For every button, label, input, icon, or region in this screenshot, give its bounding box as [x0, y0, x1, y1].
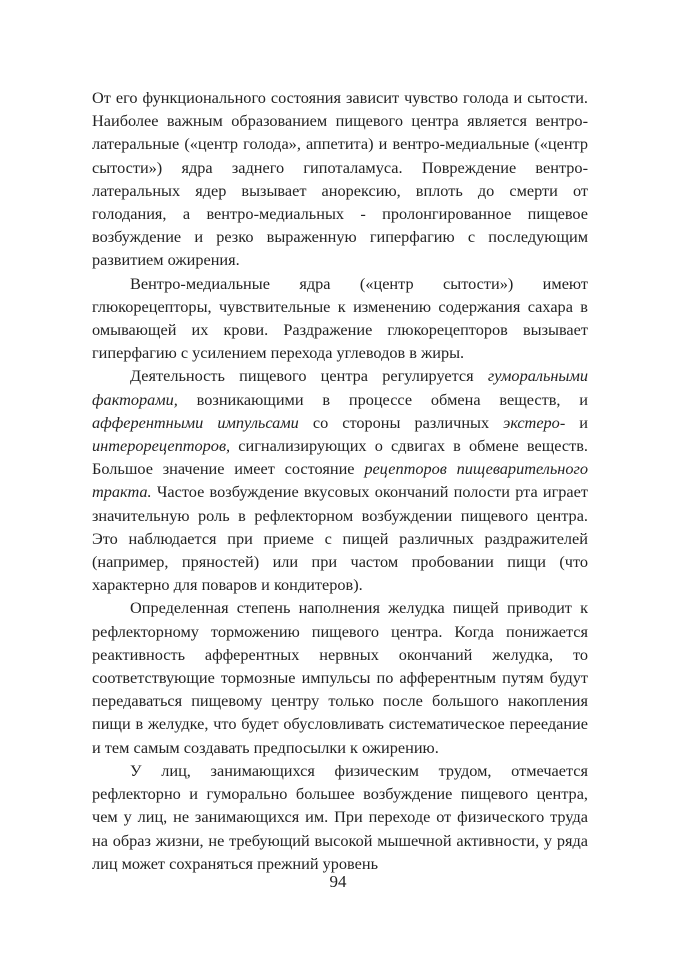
italic-term-digestive-receptors: рецепторов пищеварительного тракта. — [92, 459, 589, 502]
paragraph-physical-labor: У лиц, занимающихся физическим трудом, отмечается рефлекторно и гуморально большее возбуждение пищевого центра, чем у лиц, не занимающихся им. При переходе от физического труда на образ жизни, не требующий высокой мышечной активности, у ряда лиц может сохраняться прежний уровень — [92, 760, 588, 873]
paragraph-glucoreceptors: Вентро-медиальные ядра («центр сытости») имеют глюкорецепторы, чувствительные к изменению содержания сахара в омывающей их крови. Раздражение глюкорецепторов вызывает гиперфагию с усилением перехода углеводов в жиры. — [92, 273, 588, 363]
italic-term-interoreceptors: интерорецепторов, — [92, 436, 231, 456]
text-run: и — [565, 412, 588, 432]
text-run: со стороны различных — [298, 412, 504, 432]
text-run: возникающими в процессе обмена веществ, и — [177, 389, 588, 409]
italic-term-extero: экстеро- — [503, 412, 566, 432]
text-run: сигнализирующих о сдвигах в обмене веществ. Большое значение имеет состояние — [92, 436, 588, 479]
paragraph-stomach-filling: Определенная степень наполнения желудка пищей приводит к рефлекторному торможению пищевого центра. Когда понижается реактивность афферентных нервных окончаний желудка, то соответствующие тормозные импульсы по афферентным путям будут передаваться пищевому центру только после большого накопления пищи в желудке, что будет обусловливать систематическое переедание и тем самым создавать предпосылки к ожирению. — [92, 598, 588, 757]
text-run: Частое возбуждение вкусовых окончаний полости рта играет значительную роль в рефлекторном возбуждении пищевого центра. Это наблюдается при приеме с пищей различных раздражителей (например, пряностей) или при частом пробовании пищи (что характерно для поваров и кондитеров). — [92, 482, 588, 595]
text-run: Деятельность пищевого центра регулируется — [130, 366, 488, 386]
page-body — [92, 86, 588, 875]
italic-term-humoral-factors: гуморальными факторами, — [92, 366, 588, 409]
italic-term-afferent-impulses: афферентными импульсами — [92, 412, 299, 432]
page-number: 94 — [329, 872, 347, 891]
paragraph-hunger-satiety: От его функционального состояния зависит чувство голода и сытости. Наиболее важным образованием пищевого центра является вентро-латеральные («центр голода», аппетита) и вентро-медиальные («центр сытости») ядра заднего гипоталамуса. Повреждение вентро-латеральных ядер вызывает анорексию, вплоть до смерти от голодания, а вентро-медиальных - пролонгированное пищевое возбуждение и резко выраженную гиперфагию с последующим развитием ожирения. — [92, 88, 588, 270]
paragraph-regulation — [92, 364, 588, 596]
